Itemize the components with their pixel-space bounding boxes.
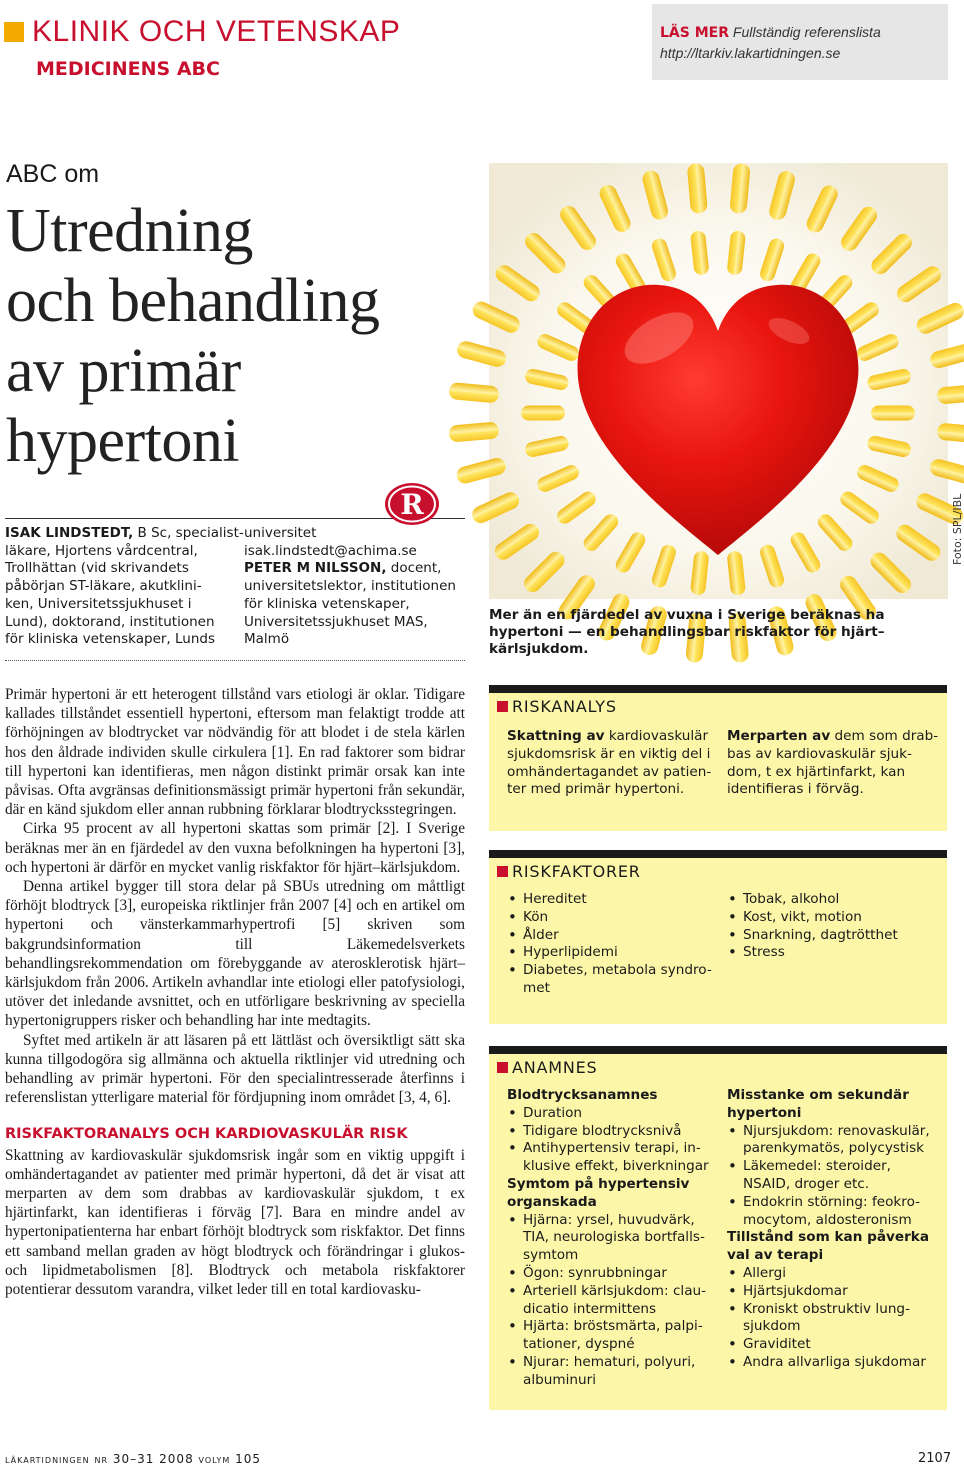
heart-photo	[489, 163, 948, 599]
author-line	[244, 578, 456, 596]
list-item	[507, 1354, 709, 1390]
panel-line-text: identifieras i förväg.	[727, 781, 864, 798]
panel-marker	[497, 701, 508, 712]
list-item	[507, 909, 712, 927]
photo-caption: Mer än en fjärdedel av vuxna i Sverige beräknas ha hypertoni — en behandlingsbar riskfaktor för hjärt–kärlsjukdom.	[489, 607, 885, 657]
riskanalys-panel	[489, 685, 947, 831]
list-item-line: TIA, neurologiska bortfalls-	[523, 1229, 705, 1246]
panel-marker	[497, 866, 508, 877]
panel-heading-text: RISKANALYS	[512, 697, 617, 716]
author-line	[5, 631, 244, 649]
panel-line-text: dom, t ex hjärtinfarkt, kan	[727, 763, 906, 780]
list-item-line: albuminuri	[523, 1371, 596, 1388]
list-item	[727, 1194, 930, 1230]
panel-line	[727, 728, 938, 746]
author-line	[5, 525, 244, 543]
panel-heading-text: RISKFAKTORER	[512, 862, 641, 881]
anamnes-list	[507, 1105, 709, 1176]
riskfaktorer-right-list	[727, 891, 898, 962]
author-line	[244, 560, 456, 578]
article-kicker: ABC om	[6, 160, 100, 188]
list-item-line: symtom	[523, 1247, 579, 1264]
riskanalys-left-column	[507, 728, 711, 799]
panel-line	[727, 781, 938, 799]
list-item-line: • Andra allvarliga sjukdomar	[743, 1353, 926, 1370]
panel-line-text: dem som drab-	[830, 728, 939, 744]
list-item	[727, 944, 898, 962]
list-item	[507, 962, 712, 998]
anamnes-list	[727, 1123, 930, 1230]
list-item-line: • Tidigare blodtrycksnivå	[523, 1122, 682, 1139]
list-item	[727, 1123, 930, 1159]
author-line-text: läkare, Hjortens vårdcentral,	[5, 542, 198, 559]
list-item	[727, 891, 898, 909]
list-item-line: parenkymatös, polycystisk	[743, 1140, 925, 1157]
anamnes-right-column	[727, 1087, 930, 1372]
panel-subheading: Blodtrycksanamnes	[507, 1087, 658, 1103]
body-paragraph: Primär hypertoni är ett heterogent tillstånd vars etiologi är oklar. Tidigare kallades tillståndet essentiell hypertoni, eftersom man felaktigt trodde att förhöjningen av blodtrycket var nödvändig för att blodet i de stela kärlen hos den åldrade individen skulle cirkulera [1]. En rad faktorer som bidrar till hypertoni kan identifieras, men någon distinkt primär orsak kan inte påvisas. Ofta avgränsas definitionsmässigt primär hypertoni från sekundär, där en känd sjukdom eller annan rubbning förklarar blodtrycksstegringen.	[5, 686, 465, 819]
riskfaktorer-left-list	[507, 891, 712, 998]
panel-heading-text: ANAMNES	[512, 1058, 598, 1077]
list-item-line: • Graviditet	[743, 1336, 811, 1353]
list-item-line: • Ålder	[523, 926, 559, 943]
riskfaktorer-panel	[489, 850, 947, 1024]
list-item-line: • Njursjukdom: renovaskulär,	[743, 1122, 930, 1139]
list-item-line: • Hjärtsjukdomar	[743, 1282, 848, 1299]
author-line-text: för kliniska vetenskaper, Lunds	[5, 631, 216, 648]
list-item-line: • Arteriell kärlsjukdom: clau-	[523, 1282, 707, 1299]
panel-line-text: omhändertagandet av patien-	[507, 763, 712, 780]
article-title-line: av primär	[6, 337, 241, 405]
panel-line-text: kardiovaskulär	[604, 728, 709, 744]
list-item	[507, 1212, 709, 1265]
list-item	[727, 1354, 930, 1372]
author-line	[244, 596, 456, 614]
list-item-line: • Duration	[523, 1104, 583, 1121]
list-item-line: • Stress	[743, 944, 785, 961]
author-line-text: universitetslektor, institutionen	[244, 578, 456, 595]
panel-line	[727, 746, 938, 764]
list-item-line: sjukdom	[743, 1318, 801, 1335]
author-line-text: universitet	[244, 525, 317, 541]
capsule	[871, 406, 915, 421]
author-2-info	[244, 525, 456, 649]
article-body	[5, 685, 465, 1299]
list-item	[507, 1318, 709, 1354]
author-line	[5, 614, 244, 632]
author-line	[244, 614, 456, 632]
article-title-line: Utredning	[6, 197, 253, 265]
article-title-line: hypertoni	[6, 407, 240, 475]
list-item-line: met	[523, 979, 550, 996]
list-item-line: mocytom, aldosteronism	[743, 1211, 912, 1228]
list-item-line: • Ögon: synrubbningar	[523, 1264, 667, 1281]
reference-box	[652, 4, 948, 80]
panel-subheading: Symtom på hypertensiv	[507, 1175, 690, 1192]
section-marker	[4, 22, 24, 42]
author-line-text: för kliniska vetenskaper,	[244, 595, 410, 612]
list-item-line: tationer, dyspné	[523, 1336, 635, 1353]
author-line-text: isak.lindstedt@achima.se	[244, 542, 417, 559]
list-item	[727, 909, 898, 927]
author-line-text: Lund), doktorand, institutionen	[5, 613, 215, 630]
anamnes-list	[507, 1212, 709, 1390]
author-line-text: Malmö	[244, 631, 290, 648]
list-item-line: klusive effekt, biverkningar	[523, 1158, 709, 1175]
section-title: KLINIK OCH VETENSKAP	[32, 15, 401, 48]
reference-label: LÄS MER	[660, 25, 729, 41]
section-subtitle: MEDICINENS ABC	[36, 58, 220, 80]
list-item-line: • Hyperlipidemi	[523, 944, 618, 961]
panel-subheading: Tillstånd som kan påverka	[727, 1229, 930, 1246]
author-line	[244, 525, 456, 543]
panel-heading	[497, 697, 617, 716]
page-header	[0, 0, 960, 90]
list-item	[507, 1140, 709, 1176]
list-item	[727, 1336, 930, 1354]
panel-line-text: sjukdomsrisk är en viktig del i	[507, 745, 711, 762]
list-item-line: • Endokrin störning: feokro-	[743, 1193, 921, 1210]
list-item	[507, 1265, 709, 1283]
list-item	[507, 944, 712, 962]
body-paragraph: Cirka 95 procent av all hypertoni skattas som primär [2]. I Sverige beräknas mer än en fjärdedel av den vuxna befolkningen ha hypertoni [3], och hypertoni är därför en mycket vanlig riskfaktor för hjärt–kärlsjukdom.	[5, 820, 465, 876]
author-line-text: påbörjan ST-läkare, akutklini-	[5, 578, 202, 595]
author-line	[5, 560, 244, 578]
journal-footer: läkartidningen nr 30–31 2008 volym 105	[5, 1452, 262, 1466]
list-item-line: • Tobak, alkohol	[743, 891, 840, 907]
heart-pills-image	[489, 163, 948, 599]
list-item	[507, 1283, 709, 1319]
list-item-line: NSAID, droger etc.	[743, 1175, 870, 1192]
reference-text: Fullständig referenslista	[729, 24, 881, 40]
panel-heading	[497, 862, 641, 881]
riskfaktorer-left-column	[507, 891, 712, 998]
photo-credit: Foto: SPL/IBL	[951, 493, 964, 565]
panel-subheading: Misstanke om sekundär	[727, 1087, 909, 1103]
page-number: 2107	[918, 1451, 952, 1466]
panel-line-text: ter med primär hypertoni.	[507, 781, 685, 798]
list-item-line: • Läkemedel: steroider,	[743, 1158, 891, 1175]
riskanalys-right-column	[727, 728, 938, 799]
author-line	[244, 631, 456, 649]
list-item	[727, 1265, 930, 1283]
list-item	[727, 1158, 930, 1194]
panel-marker	[497, 1062, 508, 1073]
list-item	[727, 1283, 930, 1301]
panel-subheading: hypertoni	[727, 1104, 802, 1121]
list-item	[727, 1301, 930, 1337]
list-item-line: • Kroniskt obstruktiv lung-	[743, 1300, 910, 1317]
list-item-line: • Kön	[523, 908, 549, 925]
author-line	[5, 596, 244, 614]
panel-subheading: organskada	[507, 1193, 597, 1210]
anamnes-left-column	[507, 1087, 709, 1390]
panel-line-bold: Skattning av	[507, 728, 605, 744]
panel-heading	[497, 1058, 598, 1077]
r-badge-icon	[381, 477, 443, 527]
list-item	[507, 927, 712, 945]
list-item-line: • Hereditet	[523, 891, 587, 907]
list-item-line: • Njurar: hematuri, polyuri,	[523, 1353, 696, 1370]
author-line-text: Trollhättan (vid skrivandets	[5, 560, 189, 577]
body-subheading: RISKFAKTORANALYS OCH KARDIOVASKULÄR RISK	[5, 1126, 408, 1143]
list-item-line: • Kost, vikt, motion	[743, 908, 862, 925]
riskfaktorer-right-column	[727, 891, 898, 962]
list-item-line: • Hjärna: yrsel, huvudvärk,	[523, 1211, 695, 1228]
author-line-text: ken, Universitetssjukhuset i	[5, 595, 192, 612]
list-item-line: • Antihypertensiv terapi, in-	[523, 1140, 701, 1157]
authors-divider-bottom	[5, 660, 465, 661]
capsule	[521, 406, 565, 421]
author-line-text: Universitetssjukhuset MAS,	[244, 613, 428, 630]
author-line-text: B Sc, specialist-	[133, 525, 244, 541]
panel-line	[727, 764, 938, 782]
anamnes-panel	[489, 1046, 947, 1410]
list-item-line: dicatio intermittens	[523, 1300, 657, 1317]
author-line-text: docent,	[386, 560, 442, 577]
reference-line	[660, 24, 881, 41]
list-item	[507, 891, 712, 909]
author-line	[5, 543, 244, 561]
panel-line	[507, 728, 711, 746]
list-item-line: • Diabetes, metabola syndro-	[523, 962, 712, 979]
panel-line-bold: Merparten av	[727, 728, 831, 744]
panel-line	[507, 764, 711, 782]
author-1-info	[5, 525, 244, 649]
list-item	[727, 927, 898, 945]
body-paragraph: Denna artikel bygger till stora delar på SBUs utredning om måttligt förhöjt blodtryck [3], europeiska riktlinjer från 2007 [4] och en artikel om hypertoni och vänsterkammarhypertrofi [5] skriven som bakgrundsinformation till Läkemedelsverkets behandlingsrekommendation om förebyggande av aterosklerotisk hjärt–kärlsjukdom från 2006. Artikeln avhandlar inte etiologi eller patofysiologi, utöver det inledande avsnittet, och en utförligare beskrivning av speciella hypertonigruppers risker och behandling har inte medtagits.	[5, 878, 465, 1030]
reference-link[interactable]: http://ltarkiv.lakartidningen.se	[660, 45, 841, 61]
article-title-line: och behandling	[6, 267, 380, 335]
list-item-line: • Hjärta: bröstsmärta, palpi-	[523, 1318, 703, 1335]
body-paragraph: Skattning av kardiovaskulär sjukdomsrisk ingår som en viktig uppgift i omhändertagandet av patienter med primär hypertoni, då det är visat att merparten av dem som drabbas av kardiovaskulär sjukdom, t ex hjärtinfarkt, kan identifieras i förväg [7]. Bara en mindre andel av hypertonipatienterna har enbart förhöjt blodtryck som riskfaktor. Det finns ett samband mellan graden av högt blodtryck och förändringar i glukos- och lipidmetabolismen [8]. Blodtryck och metabola riskfaktorer potentierar dessutom varandra, vilket leder till en total kardiovasku-	[5, 1146, 465, 1299]
list-item-line: • Allergi	[743, 1264, 786, 1281]
author-line	[5, 578, 244, 596]
author-line-bold: ISAK LINDSTEDT,	[5, 525, 134, 541]
author-line	[244, 543, 456, 561]
list-item	[507, 1123, 709, 1141]
author-line-bold: PETER M NILSSON,	[244, 560, 387, 577]
body-paragraph: Syftet med artikeln är att läsaren på ett lättläst och översiktligt sätt ska kunna tillgodogöra sig allmänna och aktuella riktlinjer vid utredning och behandling av primär hypertoni. För den specialintresserade återfinns i referenslistan ytterligare material för fördjupning inom området [3, 4, 6].	[5, 1031, 465, 1107]
panel-line	[507, 746, 711, 764]
list-item-line: • Snarkning, dagtrötthet	[743, 926, 898, 943]
anamnes-list	[727, 1265, 930, 1372]
panel-line	[507, 781, 711, 799]
r-badge-letter: R	[400, 488, 424, 521]
panel-subheading: val av terapi	[727, 1247, 824, 1264]
list-item	[507, 1105, 709, 1123]
panel-line-text: bas av kardiovaskulär sjuk-	[727, 745, 912, 762]
